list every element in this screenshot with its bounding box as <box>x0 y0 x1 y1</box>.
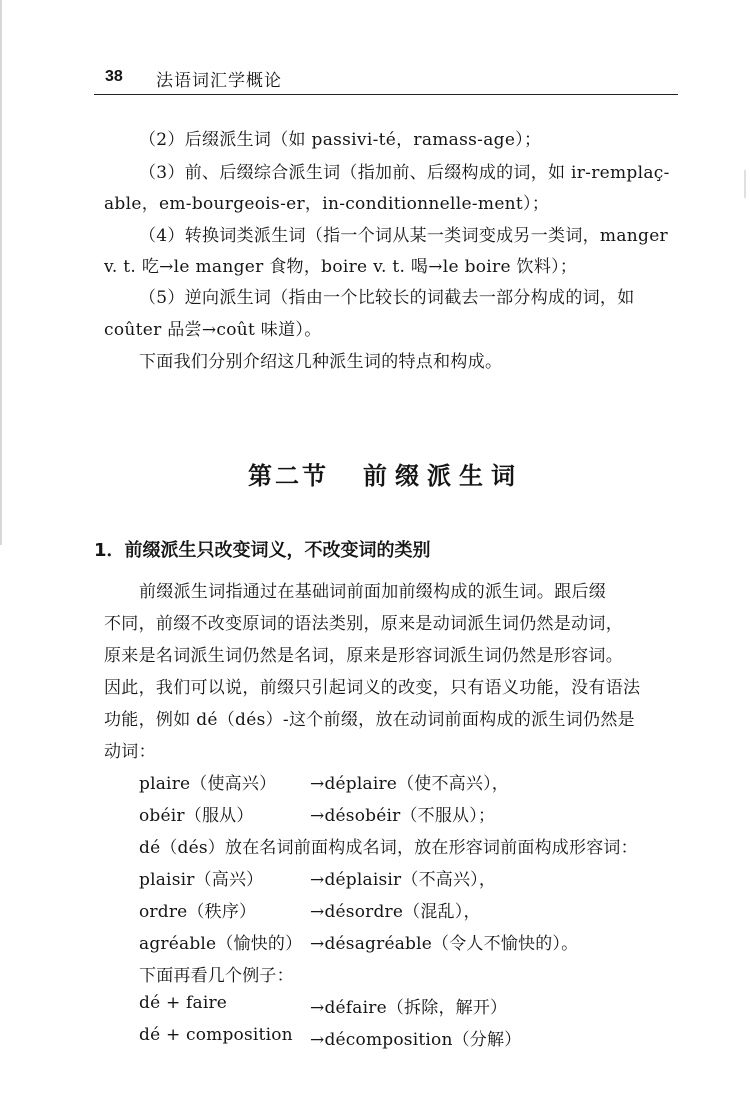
binding-shadow <box>0 0 2 545</box>
page-number: 38 <box>105 68 123 85</box>
list-item-3-line-2: able，em-bourgeois-er，in-conditionnelle-ment）； <box>104 194 550 214</box>
example-base: agréable（愉快的） <box>139 934 303 954</box>
example-base: plaire（使高兴） <box>139 774 277 794</box>
section-title: 前缀派生词 <box>363 462 523 490</box>
body-line-4: 因此，我们可以说，前缀只引起词义的改变，只有语义功能，没有语法 <box>104 678 641 698</box>
running-header <box>94 64 678 95</box>
note-more-examples: 下面再看几个例子： <box>139 966 294 986</box>
list-item-4-line-1: （4）转换词类派生词（指一个词从某一类词变成另一类词，manger <box>139 226 668 246</box>
example-derived: →décomposition（分解） <box>310 1030 522 1050</box>
example-base: ordre（秩序） <box>139 902 257 922</box>
list-item-2: （2）后缀派生词（如 passivi-té，ramass-age）； <box>139 130 542 150</box>
example-derived: →désagréable（令人不愉快的）。 <box>310 934 579 954</box>
section-number: 第二节 <box>248 462 329 490</box>
example-base: plaisir（高兴） <box>139 870 264 890</box>
page-edge-mark <box>744 170 746 198</box>
body-line-5: 功能，例如 dé（dés）-这个前缀，放在动词前面构成的派生词仍然是 <box>104 710 635 730</box>
example-base: dé + composition <box>139 1025 293 1045</box>
example-derived: →déplaire（使不高兴）， <box>310 774 509 794</box>
example-base: obéir（服从） <box>139 806 254 826</box>
list-item-4-line-2: v. t. 吃→le manger 食物，boire v. t. 喝→le boire 饮料）； <box>104 257 578 277</box>
example-base: dé + faire <box>139 993 228 1013</box>
intro-closing: 下面我们分别介绍这几种派生词的特点和构成。 <box>139 352 503 372</box>
example-derived: →désobéir（不服从）； <box>310 806 496 826</box>
body-line-6: 动词： <box>104 742 156 762</box>
subsection-heading: 1．前缀派生只改变词义，不改变词的类别 <box>94 540 431 561</box>
note-noun-adjective: dé（dés）放在名词前面构成名词，放在形容词前面构成形容词： <box>139 838 638 858</box>
example-derived: →déplaisir（不高兴）， <box>310 870 497 890</box>
body-line-1: 前缀派生词指通过在基础词前面加前缀构成的派生词。跟后缀 <box>139 582 607 602</box>
list-item-3-line-1: （3）前、后缀综合派生词（指加前、后缀构成的词，如 ir-remplaç- <box>139 163 670 183</box>
body-line-2: 不同，前缀不改变原词的语法类别，原来是动词派生词仍然是动词， <box>104 614 623 634</box>
body-line-3: 原来是名词派生词仍然是名词，原来是形容词派生词仍然是形容词。 <box>104 646 623 666</box>
list-item-5-line-1: （5）逆向派生词（指由一个比较长的词截去一部分构成的词，如 <box>139 288 635 308</box>
section-heading <box>248 456 523 491</box>
example-derived: →défaire（拆除，解开） <box>310 998 508 1018</box>
example-derived: →désordre（混乱）， <box>310 902 481 922</box>
book-title: 法语词汇学概论 <box>156 71 282 91</box>
list-item-5-line-2: coûter 品尝→coût 味道）。 <box>104 320 322 340</box>
